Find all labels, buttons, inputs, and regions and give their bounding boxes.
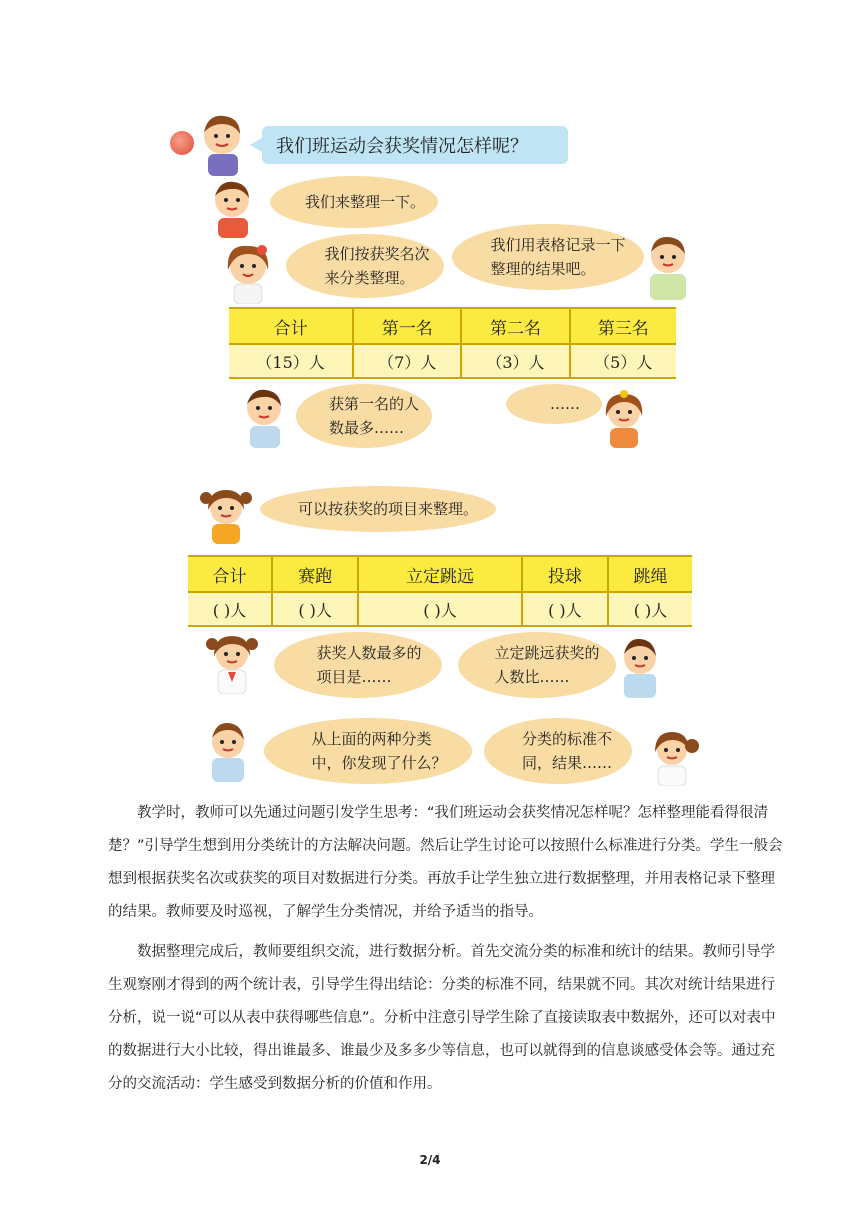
- table-header: 第一名: [353, 308, 461, 344]
- title-question: 我们班运动会获奖情况怎样呢？: [276, 136, 528, 157]
- table-header: 合计: [188, 556, 272, 592]
- table-header-row: [188, 556, 692, 592]
- boy-character-illustration: [240, 386, 290, 448]
- table-cell: ( )人: [358, 592, 521, 626]
- ranking-table: [229, 307, 676, 379]
- table-header: 立定跳远: [358, 556, 521, 592]
- table-header: 合计: [229, 308, 353, 344]
- table-cell: （5）人: [570, 344, 676, 378]
- speech-bubble: 分类的标准不 同，结果……: [484, 718, 632, 784]
- page-number: 2/4: [419, 1153, 441, 1167]
- table-header: 第二名: [461, 308, 569, 344]
- body-paragraph: 教学时，教师可以先通过问题引发学生思考：“我们班运动会获奖情况怎样呢？怎样整理能看得很清楚？”引导学生想到用分类统计的方法解决问题。然后让学生讨论可以按照什么标准进行分类。学生一般会想到根据获奖名次或获奖的项目对数据进行分类。再放手让学生独立进行数据整理，并用表格记录下整理的结果。教师要及时巡视，了解学生分类情况，并给予适当的指导。: [108, 805, 783, 920]
- table-cell: ( )人: [188, 592, 272, 626]
- speech-bubble: 我们按获奖名次 来分类整理。: [286, 234, 444, 298]
- speech-bubble: ……: [506, 384, 602, 424]
- table-cell: （15）人: [229, 344, 353, 378]
- boy-character-illustration: [208, 178, 258, 238]
- table-cell: （3）人: [461, 344, 569, 378]
- table-header-row: [229, 308, 676, 344]
- girl-character-illustration: [202, 630, 262, 694]
- table-cell: ( )人: [522, 592, 608, 626]
- table-cell: ( )人: [608, 592, 692, 626]
- speech-bubble: 获第一名的人 数最多……: [296, 384, 432, 448]
- boy-character-illustration: [202, 718, 254, 782]
- event-table: [188, 555, 692, 627]
- table-header: 第三名: [570, 308, 676, 344]
- girl-character-illustration: [596, 388, 654, 448]
- table-header: 跳绳: [608, 556, 692, 592]
- table-cell: （7）人: [353, 344, 461, 378]
- table-cell: ( )人: [272, 592, 358, 626]
- title-question-bubble: [262, 126, 568, 164]
- table-header: 赛跑: [272, 556, 358, 592]
- girl-character-illustration: [646, 726, 702, 786]
- boy-character-illustration: [198, 112, 248, 176]
- speech-bubble: 立定跳远获奖的 人数比……: [458, 632, 616, 698]
- boy-character-illustration: [614, 634, 666, 698]
- speech-bubble: 获奖人数最多的 项目是……: [274, 632, 442, 698]
- speech-bubble: 我们来整理一下。: [270, 176, 438, 228]
- girl-character-illustration: [218, 240, 278, 304]
- section-marker-icon: [170, 131, 194, 155]
- table-header: 投球: [522, 556, 608, 592]
- girl-character-illustration: [198, 484, 256, 544]
- speech-bubble: 可以按获奖的项目来整理。: [260, 486, 496, 532]
- body-paragraph: 数据整理完成后，教师要组织交流，进行数据分析。首先交流分类的标准和统计的结果。教师引导学生观察刚才得到的两个统计表，引导学生得出结论：分类的标准不同，结果就不同。其次对统计结果进行分析，说一说“可以从表中获得哪些信息”。分析中注意引导学生除了直接读取表中数据外，还可以对表中的数据进行大小比较，得出谁最多、谁最少及多多少等信息，也可以就得到的信息谈感受体会等。通过充分的交流活动：学生感受到数据分析的价值和作用。: [108, 944, 776, 1092]
- boy-character-illustration: [640, 232, 696, 300]
- speech-bubble: 从上面的两种分类 中，你发现了什么？: [264, 718, 472, 784]
- table-row: [229, 344, 676, 378]
- table-row: [188, 592, 692, 626]
- speech-bubble: 我们用表格记录一下 整理的结果吧。: [452, 224, 644, 290]
